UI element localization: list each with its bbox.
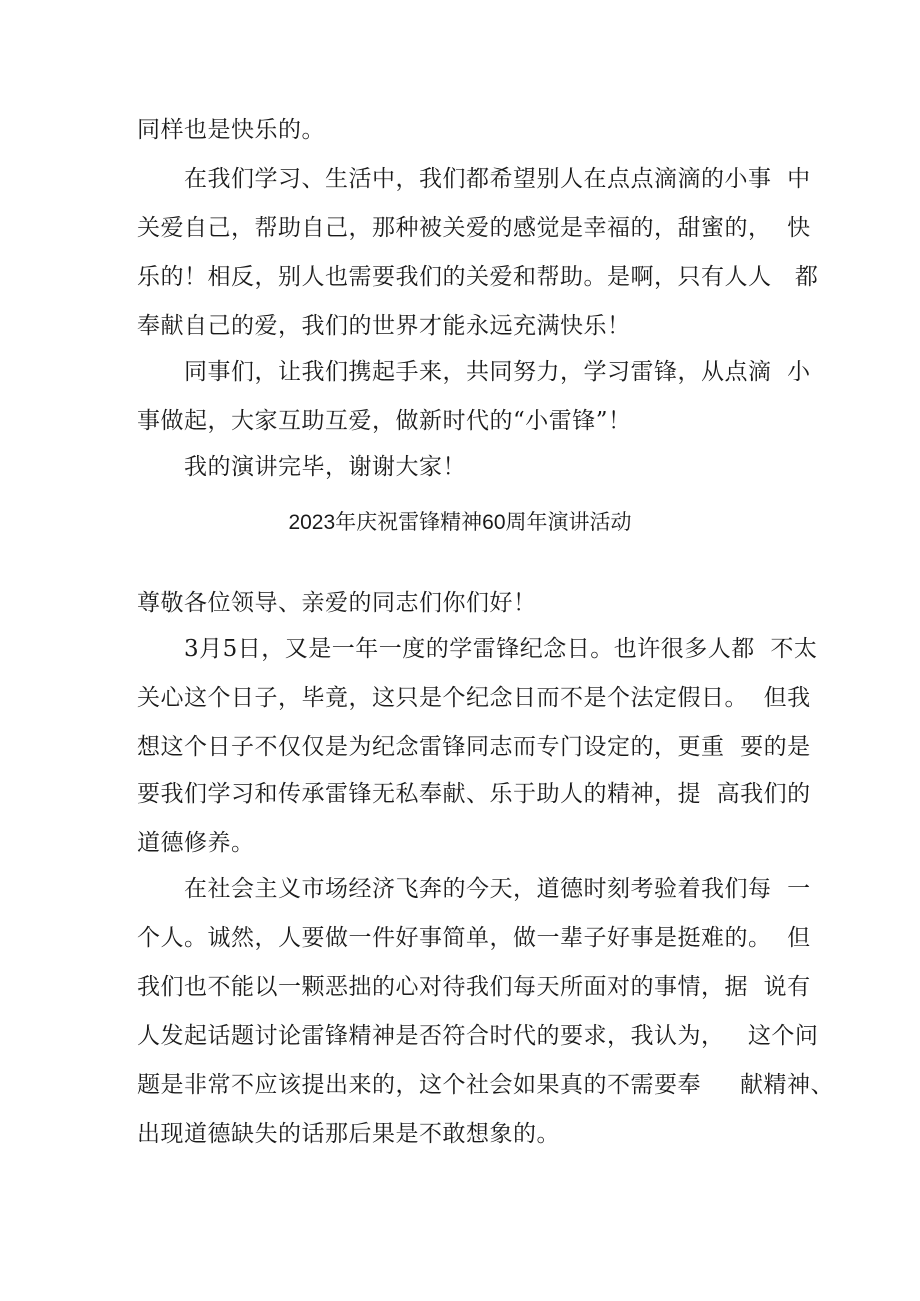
- paragraph-line: 个人。诚然，人要做一件好事简单，做一辈子好事是挺难的。 但: [137, 925, 811, 951]
- paragraph-line: 关爱自己，帮助自己，那种被关爱的感觉是幸福的，甜蜜的， 快: [137, 215, 811, 241]
- paragraph-line: 道德修养。: [137, 830, 255, 856]
- paragraph-line: 同样也是快乐的。: [137, 117, 325, 143]
- paragraph-line: 人发起话题讨论雷锋精神是否符合时代的要求，我认为， 这个问: [137, 1023, 819, 1049]
- paragraph-line: 奉献自己的爱，我们的世界才能永远充满快乐！: [137, 313, 631, 339]
- paragraph-line: 出现道德缺失的话那后果是不敢想象的。: [137, 1121, 560, 1147]
- paragraph-line: 我们也不能以一颗恶拙的心对待我们每天所面对的事情，据 说有: [137, 974, 811, 1000]
- paragraph-line: 3月5日，又是一年一度的学雷锋纪念日。也许很多人都 不太: [184, 636, 818, 662]
- paragraph-line: 同事们，让我们携起手来，共同努力，学习雷锋，从点滴 小: [184, 359, 811, 385]
- greeting-line: 尊敬各位领导、亲爱的同志们你们好！: [137, 590, 537, 616]
- paragraph-line: 我的演讲完毕，谢谢大家！: [184, 454, 466, 480]
- paragraph-line: 关心这个日子，毕竟，这只是个纪念日而不是个法定假日。 但我: [137, 685, 811, 711]
- paragraph-line: 在我们学习、生活中，我们都希望别人在点点滴滴的小事 中: [184, 166, 811, 192]
- paragraph-line: 乐的！相反，别人也需要我们的关爱和帮助。是啊，只有人人 都: [137, 264, 819, 290]
- paragraph-line: 事做起，大家互助互爱，做新时代的“小雷锋”！: [137, 408, 632, 434]
- paragraph-line: 在社会主义市场经济飞奔的今天，道德时刻考验着我们每 一: [184, 876, 811, 902]
- section-title: 2023年庆祝雷锋精神60周年演讲活动: [288, 511, 632, 534]
- paragraph-line: 想这个日子不仅仅是为纪念雷锋同志而专门设定的，更重 要的是: [137, 734, 811, 760]
- paragraph-line: 要我们学习和传承雷锋无私奉献、乐于助人的精神，提 高我们的: [137, 781, 811, 807]
- paragraph-line: 题是非常不应该提出来的，这个社会如果真的不需要奉 献精神、: [137, 1072, 835, 1098]
